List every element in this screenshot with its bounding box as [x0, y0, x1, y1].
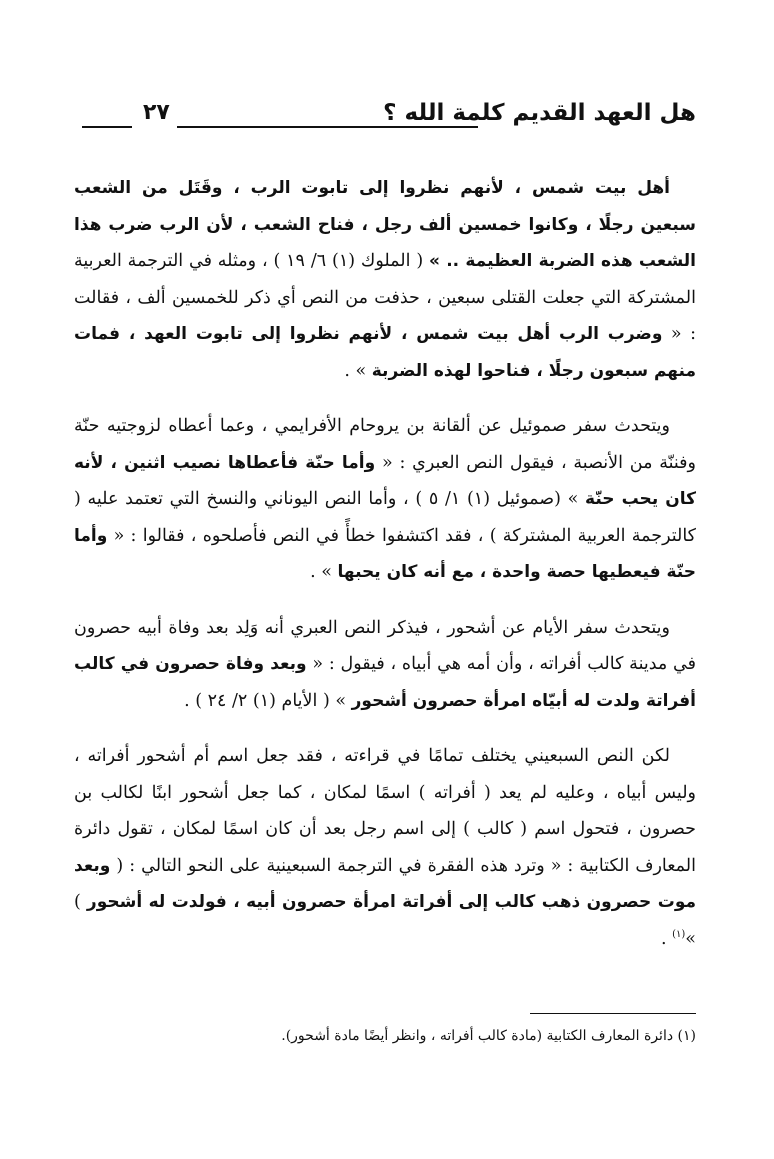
paragraph	[74, 408, 696, 591]
text-run: » ( الأيام (١) ٢/ ٢٤ ) .	[184, 690, 352, 711]
quoted-text: وبعد وفاة حصرون في كالب أفراتة ولدت له أبيّاه امرأة حصرون أشحور	[74, 654, 696, 711]
quoted-text: وبعد موت حصرون ذهب كالب إلى أفراتة امرأة حصرون أبيه ، فولدت له أشحور	[74, 855, 697, 912]
text-run: ) »	[74, 892, 696, 949]
header-rule	[177, 126, 478, 128]
quoted-text: وأما حنّة فأعطاها نصيب اثنين ، لأنه كان يحب حنّة	[74, 452, 697, 509]
quoted-text: أهل بيت شمس ، لأنهم نظروا إلى تابوت الرب ، وقَتَل من الشعب سبعين رجلًا ، وكانوا خمسين ألف رجل ، فناح الشعب ، لأن الرب ضرب هذا الشعب هذه الضربة العظيمة .. »	[74, 178, 696, 271]
body-text	[74, 170, 696, 976]
text-run: ويتحدث سفر صموئيل عن ألقانة بن يروحام الأفرايمي ، وعما أعطاه لزوجتيه حنّة وفننّة من الأنصبة ، فيقول النص العبري : «	[74, 416, 696, 473]
footnote: (١) دائرة المعارف الكتابية (مادة كالب أفراته ، وانظر أيضًا مادة أشحور).	[281, 1028, 696, 1044]
header-rule-short	[82, 126, 132, 128]
footnote-ref: (١)	[672, 928, 686, 940]
footnote-separator	[530, 1013, 696, 1014]
paragraph	[74, 170, 696, 389]
chapter-title: هل العهد القديم كلمة الله ؟	[383, 100, 696, 126]
text-run: ( الملوك (١) ٦/ ١٩ ) ، ومثله في الترجمة العربية المشتركة التي جعلت القتلى سبعين ، حذفت من النص أي ذكر للخمسين ألف ، فقالت : «	[74, 251, 696, 344]
text-run: لكن النص السبعيني يختلف تمامًا في قراءته ، فقد جعل اسم أم أشحور أفراته ، وليس أبياه ، وعليه لم يعد ( أفراته ) اسمًا لمكان ، كما جعل أشحور ابنًا لكالب بن حصرون ، فتحول اسم ( كالب ) إلى اسم رجل بعد أن كان اسمًا لمكان ، تقول دائرة المعارف الكتابية : « وترد هذه الفقرة في الترجمة السبعينية على النحو التالي : (	[74, 746, 696, 876]
paragraph	[74, 738, 696, 957]
text-run: » .	[344, 360, 372, 381]
running-header	[82, 100, 696, 144]
text-run: .	[660, 928, 673, 949]
quoted-text: وضرب الرب أهل بيت شمس ، لأنهم نظروا إلى تابوت العهد ، فمات منهم سبعون رجلًا ، فناحوا لهذه الضربة	[74, 324, 696, 381]
text-run: » .	[310, 562, 338, 582]
text-run: » (صموئيل (١) ١/ ٥ ) ، وأما النص اليوناني والنسخ التي تعتمد عليه ( كالترجمة العربية المشتركة ) ، فقد اكتشفوا خطأً في النص فأصلحوه ، فقالوا : «	[74, 489, 696, 546]
page-number: ٢٧	[143, 100, 170, 125]
paragraph	[74, 610, 696, 720]
quoted-text: وأما حنّة فيعطيها حصة واحدة ، مع أنه كان يحبها	[74, 525, 696, 582]
text-run: ويتحدث سفر الأيام عن أشحور ، فيذكر النص العبري أنه وَلِد بعد وفاة أبيه حصرون في مدينة كالب أفراته ، وأن أمه هي أبياه ، فيقول : «	[74, 617, 696, 674]
